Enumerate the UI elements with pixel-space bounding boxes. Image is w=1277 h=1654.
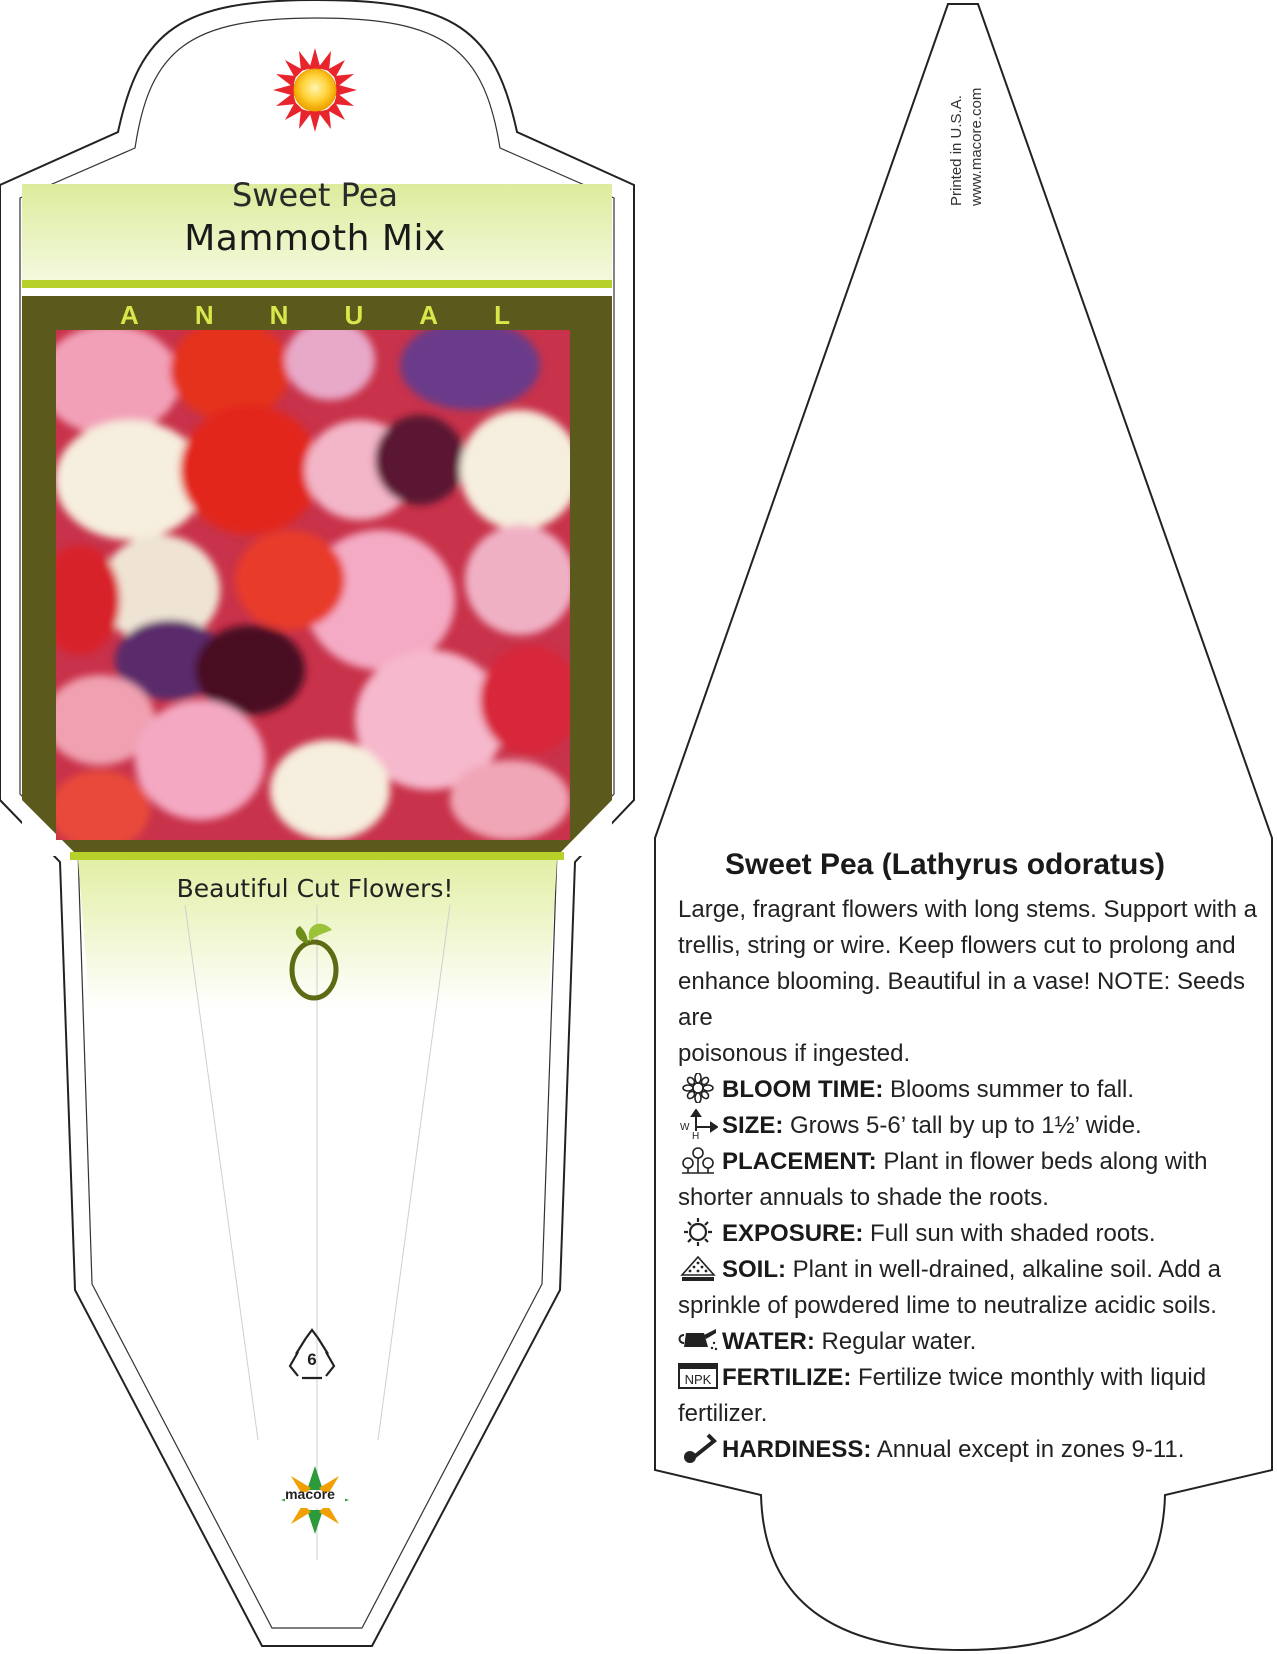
sun-logo xyxy=(273,48,357,132)
category-letter: A xyxy=(120,300,139,330)
water-row xyxy=(678,1324,1268,1360)
hardiness-text: Annual except in zones 9-11. xyxy=(871,1436,1185,1463)
back-description xyxy=(678,892,1268,1468)
soil-icon xyxy=(678,1253,718,1283)
hardiness-row xyxy=(678,1432,1268,1468)
svg-text:W: W xyxy=(680,1122,690,1133)
fertilize-text: Fertilize twice monthly with liquid xyxy=(851,1364,1207,1391)
recycle-number: 6 xyxy=(307,1350,317,1369)
intro-line: trellis, string or wire. Keep flowers cut to prolong and xyxy=(678,932,1236,959)
soil-label: SOIL: xyxy=(722,1256,786,1283)
exposure-label: EXPOSURE: xyxy=(722,1220,864,1247)
bloom-time-row xyxy=(678,1072,1268,1108)
water-icon xyxy=(678,1325,718,1355)
hardiness-label: HARDINESS: xyxy=(722,1436,872,1463)
size-text: Grows 5-6’ tall by up to 1½’ wide. xyxy=(783,1112,1142,1139)
intro-line: poisonous if ingested. xyxy=(678,1040,911,1067)
front-title-variety: Mammoth Mix xyxy=(184,218,446,259)
front-title-common-name: Sweet Pea xyxy=(231,176,399,214)
tagline: Beautiful Cut Flowers! xyxy=(176,874,454,903)
category-label xyxy=(120,300,510,331)
soil-text: Plant in well-drained, alkaline soil. Add a xyxy=(786,1256,1221,1283)
website-label: www.macore.com xyxy=(968,87,985,206)
placement-icon xyxy=(678,1145,718,1175)
back-title: Sweet Pea (Lathyrus odoratus) xyxy=(724,848,1166,881)
intro-line: Large, fragrant flowers with long stems. Support with a xyxy=(678,896,1257,923)
placement-label: PLACEMENT: xyxy=(722,1148,877,1175)
water-label: WATER: xyxy=(722,1328,815,1355)
intro-line: enhance blooming. Beautiful in a vase! NOTE: Seeds are xyxy=(678,968,1245,1031)
category-letter: L xyxy=(494,300,510,330)
bloom-time-text: Blooms summer to fall. xyxy=(883,1076,1135,1103)
category-letter: U xyxy=(344,300,364,330)
sun-icon xyxy=(678,1217,718,1247)
category-letter: A xyxy=(419,300,439,330)
soil-continued: sprinkle of powdered lime to neutralize acidic soils. xyxy=(678,1292,1217,1319)
svg-text:NPK: NPK xyxy=(684,1372,712,1387)
category-letter: N xyxy=(269,300,289,330)
svg-text:H: H xyxy=(692,1131,700,1139)
thermometer-icon xyxy=(678,1433,718,1463)
category-letter: N xyxy=(194,300,214,330)
flower-icon xyxy=(678,1073,718,1103)
size-row xyxy=(678,1108,1268,1144)
placement-row xyxy=(678,1144,1268,1180)
exposure-text: Full sun with shaded roots. xyxy=(863,1220,1156,1247)
size-icon xyxy=(678,1109,718,1139)
fertilize-row xyxy=(678,1360,1268,1396)
placement-text: Plant in flower beds along with xyxy=(876,1148,1208,1175)
exposure-row xyxy=(678,1216,1268,1252)
fertilize-label: FERTILIZE: xyxy=(722,1364,852,1391)
fertilize-continued: fertilizer. xyxy=(678,1400,768,1427)
soil-row xyxy=(678,1252,1268,1288)
npk-icon xyxy=(678,1361,718,1391)
flower-photo xyxy=(40,320,580,850)
brand-name: macore xyxy=(285,1486,335,1502)
placement-continued: shorter annuals to shade the roots. xyxy=(678,1184,1049,1211)
bloom-time-label: BLOOM TIME: xyxy=(722,1076,884,1103)
size-label: SIZE: xyxy=(722,1112,784,1139)
printed-in-label: Printed in U.S.A. xyxy=(948,95,965,206)
water-text: Regular water. xyxy=(814,1328,977,1355)
